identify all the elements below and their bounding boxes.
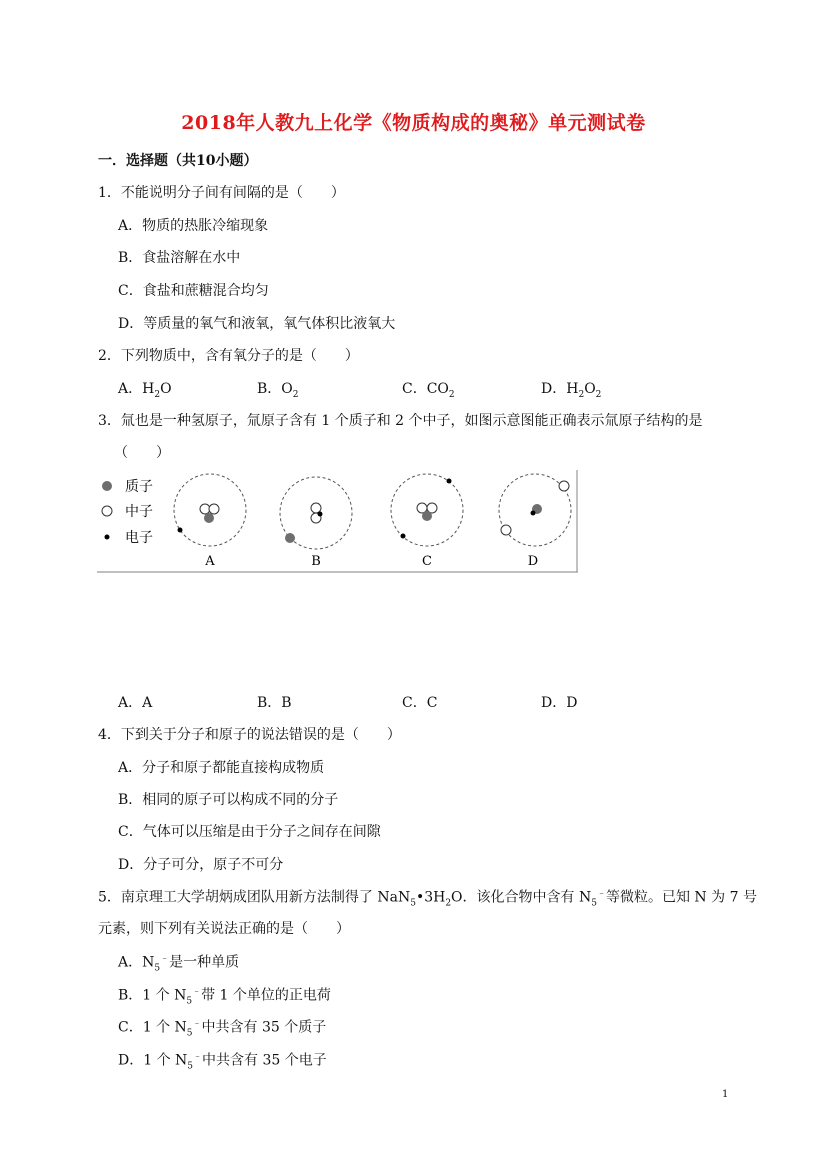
q5-option-a: A．$N_5^﹣$是一种单质 xyxy=(118,954,240,974)
q3-option-b: B．B xyxy=(257,695,292,711)
neutron-legend-icon xyxy=(102,506,112,516)
atom-b-proton xyxy=(285,533,295,543)
electron-legend-icon xyxy=(105,535,110,540)
q1-option-c: C．食盐和蔗糖混合均匀 xyxy=(118,283,269,299)
atom-c-proton xyxy=(422,511,432,521)
atom-b-label: B xyxy=(311,554,321,569)
q2-option-b: B．$O_2$ xyxy=(257,381,299,400)
q4-option-d: D．分子可分，原子不可分 xyxy=(118,857,284,873)
q1-option-a: A．物质的热胀冷缩现象 xyxy=(118,218,269,234)
proton-legend-icon xyxy=(102,481,112,491)
q1-option-b: B．食盐溶解在水中 xyxy=(118,250,241,266)
legend-proton-label: 质子 xyxy=(125,479,153,495)
q3-option-a: A．A xyxy=(118,695,153,711)
atom-c-electron-2 xyxy=(401,534,406,539)
q4-option-b: B．相同的原子可以构成不同的分子 xyxy=(118,792,339,808)
atom-b-neutron-1 xyxy=(311,503,321,513)
page-number: 1 xyxy=(722,1089,729,1100)
q5-option-b: B．1 个 $N_5^﹣$带 1 个单位的正电荷 xyxy=(118,987,331,1007)
q2-option-d: D．$H_2O_2$ xyxy=(541,381,602,400)
q5-option-d: D．1 个 $N_5^﹣$中共含有 35 个电子 xyxy=(118,1052,327,1072)
q3-option-d: D．D xyxy=(541,695,578,711)
atom-a-neutron-2 xyxy=(209,504,219,514)
q4-option-c: C．气体可以压缩是由于分子之间存在间隙 xyxy=(118,824,381,840)
question-3-stem-line2: （ ） xyxy=(114,445,170,461)
atom-d-neutron-1 xyxy=(559,481,569,491)
section-heading: 一．选择题（共10小题） xyxy=(98,153,258,169)
question-3-stem-line1: 3．氚也是一种氢原子，氚原子含有 1 个质子和 2 个中子，如图示意图能正确表示氚原子结构的是 xyxy=(98,413,703,429)
document-title: 2018年人教九上化学《物质构成的奥秘》单元测试卷 xyxy=(181,112,646,134)
atom-structure-figure xyxy=(97,468,579,575)
atom-c-electron-1 xyxy=(447,479,452,484)
question-1-stem: 1．不能说明分子间有间隔的是（ ） xyxy=(98,185,345,201)
atom-a-label: A xyxy=(205,554,215,569)
question-2-stem: 2．下列物质中，含有氧分子的是（ ） xyxy=(98,348,359,364)
question-5-stem-line2: 元素，则下列有关说法正确的是（ ） xyxy=(98,921,350,937)
q3-option-c: C．C xyxy=(402,695,438,711)
q5-option-c: C．1 个 $N_5^﹣$中共含有 35 个质子 xyxy=(118,1019,327,1039)
atom-b-electron xyxy=(318,512,323,517)
q2-option-c: C．$CO_2$ xyxy=(402,381,455,400)
q2-option-a: A．$H_2O$ xyxy=(118,381,172,400)
atom-c-label: C xyxy=(422,554,432,569)
atom-d-electron xyxy=(531,511,536,516)
atom-diagram-svg xyxy=(97,468,579,575)
atom-d-neutron-2 xyxy=(501,525,511,535)
atom-a-proton xyxy=(204,513,214,523)
q4-option-a: A．分子和原子都能直接构成物质 xyxy=(118,760,325,776)
atom-d-label: D xyxy=(527,554,539,569)
question-5-stem-line1: 5．南京理工大学胡炳成团队用新方法制得了 $NaN_5•3H_2O$．该化合物中含有 $N_5^﹣$等微粒。已知 N 为 7 号 xyxy=(98,889,757,909)
atom-a-electron xyxy=(178,528,183,533)
legend-neutron-label: 中子 xyxy=(125,504,153,520)
question-4-stem: 4．下到关于分子和原子的说法错误的是（ ） xyxy=(98,727,401,743)
q1-option-d: D．等质量的氧气和液氧，氧气体积比液氧大 xyxy=(118,316,396,332)
legend-electron-label: 电子 xyxy=(125,530,153,546)
